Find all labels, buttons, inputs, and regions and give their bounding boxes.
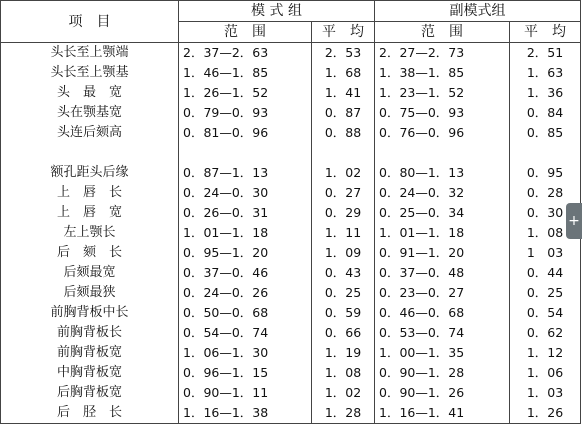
- paramodel-mean: 1．08: [510, 223, 581, 243]
- model-range: 1．46—1．85: [179, 63, 312, 83]
- model-mean: 1．28: [312, 403, 375, 424]
- range-header-2: 范 围: [375, 22, 510, 43]
- row-name: 后颏最宽: [1, 263, 179, 283]
- paramodel-range: 0．24—0．32: [375, 183, 510, 203]
- model-range: 0．87—1．13: [179, 163, 312, 183]
- table-row: [1, 263, 581, 283]
- model-mean: 0．43: [312, 263, 375, 283]
- paramodel-range: 1．38—1．85: [375, 63, 510, 83]
- model-mean: 1．11: [312, 223, 375, 243]
- paramodel-mean: 1．06: [510, 363, 581, 383]
- table-row: [1, 343, 581, 363]
- paramodel-range: 0．46—0．68: [375, 303, 510, 323]
- row-name: 上 唇 宽: [1, 203, 179, 223]
- paramodel-group-header: 副模式组: [375, 1, 581, 22]
- model-range: 0．95—1．20: [179, 243, 312, 263]
- model-mean: 1．41: [312, 83, 375, 103]
- row-name: 上 唇 长: [1, 183, 179, 203]
- paramodel-range: 0．25—0．34: [375, 203, 510, 223]
- row-name: 后 颏 长: [1, 243, 179, 263]
- table-row: [1, 243, 581, 263]
- model-mean: 1．08: [312, 363, 375, 383]
- paramodel-mean: 1 03: [510, 243, 581, 263]
- paramodel-range: 0．75—0．93: [375, 103, 510, 123]
- row-name: 头在颚基宽: [1, 103, 179, 123]
- paramodel-range: 0．90—1．26: [375, 383, 510, 403]
- row-name: 头连后颏高: [1, 123, 179, 143]
- table-row: [1, 83, 581, 103]
- table-row: [1, 403, 581, 424]
- model-range: 0．54—0．74: [179, 323, 312, 343]
- row-name: 前胸背板宽: [1, 343, 179, 363]
- paramodel-range: 0．76—0．96: [375, 123, 510, 143]
- paramodel-range: 0．90—1．28: [375, 363, 510, 383]
- row-name: 前胸背板中长: [1, 303, 179, 323]
- model-mean: 1．68: [312, 63, 375, 83]
- model-mean: 1．19: [312, 343, 375, 363]
- model-range: 0．26—0．31: [179, 203, 312, 223]
- table-row: [1, 383, 581, 403]
- table-row: [1, 123, 581, 143]
- model-mean: 0．87: [312, 103, 375, 123]
- model-mean: 0．25: [312, 283, 375, 303]
- row-name: 后颏最狭: [1, 283, 179, 303]
- table-row: [1, 103, 581, 123]
- table-row: [1, 283, 581, 303]
- model-range: 2．37—2．63: [179, 43, 312, 64]
- model-mean: 0．88: [312, 123, 375, 143]
- paramodel-mean: 0．25: [510, 283, 581, 303]
- model-range: 1．26—1．52: [179, 83, 312, 103]
- row-name: 头长至上颚端: [1, 43, 179, 64]
- table-row: [1, 363, 581, 383]
- paramodel-mean: 1．12: [510, 343, 581, 363]
- group-spacer: [1, 143, 581, 163]
- row-name: 左上颚长: [1, 223, 179, 243]
- model-range: 0．24—0．30: [179, 183, 312, 203]
- paramodel-range: 0．80—1．13: [375, 163, 510, 183]
- paramodel-mean: 0．28: [510, 183, 581, 203]
- model-mean: 1．02: [312, 383, 375, 403]
- model-range: 0．90—1．11: [179, 383, 312, 403]
- model-range: 1．16—1．38: [179, 403, 312, 424]
- table-row: [1, 223, 581, 243]
- paramodel-range: 0．53—0．74: [375, 323, 510, 343]
- row-name: 后胸背板宽: [1, 383, 179, 403]
- model-mean: 2．53: [312, 43, 375, 64]
- paramodel-mean: 0．62: [510, 323, 581, 343]
- row-name: 额孔距头后缘: [1, 163, 179, 183]
- plus-icon: +: [568, 213, 580, 229]
- model-range: 1．01—1．18: [179, 223, 312, 243]
- table-row: [1, 43, 581, 64]
- paramodel-mean: 1．26: [510, 403, 581, 424]
- row-name: 后 胫 长: [1, 403, 179, 424]
- paramodel-range: 1．16—1．41: [375, 403, 510, 424]
- model-mean: 0．27: [312, 183, 375, 203]
- model-mean: 0．66: [312, 323, 375, 343]
- mean-header-2: 平 均: [510, 22, 581, 43]
- model-range: 0．96—1．15: [179, 363, 312, 383]
- model-mean: 1．02: [312, 163, 375, 183]
- item-header: 项 目: [1, 1, 179, 43]
- paramodel-mean: 1．03: [510, 383, 581, 403]
- paramodel-mean: 1．63: [510, 63, 581, 83]
- paramodel-mean: 0．30: [510, 203, 581, 223]
- paramodel-mean: 0．54: [510, 303, 581, 323]
- range-header-1: 范 围: [179, 22, 312, 43]
- side-expand-tab[interactable]: [566, 203, 582, 239]
- paramodel-mean: 1．36: [510, 83, 581, 103]
- paramodel-mean: 0．84: [510, 103, 581, 123]
- row-name: 中胸背板宽: [1, 363, 179, 383]
- paramodel-range: 1．00—1．35: [375, 343, 510, 363]
- model-mean: 1．09: [312, 243, 375, 263]
- model-range: 1．06—1．30: [179, 343, 312, 363]
- model-mean: 0．29: [312, 203, 375, 223]
- group-body-measurements: [1, 163, 581, 424]
- model-range: 0．37—0．46: [179, 263, 312, 283]
- table-row: [1, 203, 581, 223]
- model-range: 0．79—0．93: [179, 103, 312, 123]
- paramodel-range: 0．23—0．27: [375, 283, 510, 303]
- model-range: 0．50—0．68: [179, 303, 312, 323]
- table-row: [1, 63, 581, 83]
- row-name: 头长至上颚基: [1, 63, 179, 83]
- row-name: 头 最 宽: [1, 83, 179, 103]
- paramodel-mean: 0．44: [510, 263, 581, 283]
- model-mean: 0．59: [312, 303, 375, 323]
- paramodel-range: 0．91—1．20: [375, 243, 510, 263]
- model-range: 0．24—0．26: [179, 283, 312, 303]
- paramodel-range: 2．27—2．73: [375, 43, 510, 64]
- paramodel-mean: 0．85: [510, 123, 581, 143]
- model-range: 0．81—0．96: [179, 123, 312, 143]
- table-row: [1, 163, 581, 183]
- paramodel-range: 1．01—1．18: [375, 223, 510, 243]
- table-row: [1, 323, 581, 343]
- table-row: [1, 183, 581, 203]
- mean-header-1: 平 均: [312, 22, 375, 43]
- row-name: 前胸背板长: [1, 323, 179, 343]
- paramodel-mean: 2．51: [510, 43, 581, 64]
- table-row: [1, 303, 581, 323]
- model-group-header: 模 式 组: [179, 1, 375, 22]
- paramodel-mean: 0．95: [510, 163, 581, 183]
- group-head-measurements: [1, 43, 581, 144]
- paramodel-range: 0．37—0．48: [375, 263, 510, 283]
- paramodel-range: 1．23—1．52: [375, 83, 510, 103]
